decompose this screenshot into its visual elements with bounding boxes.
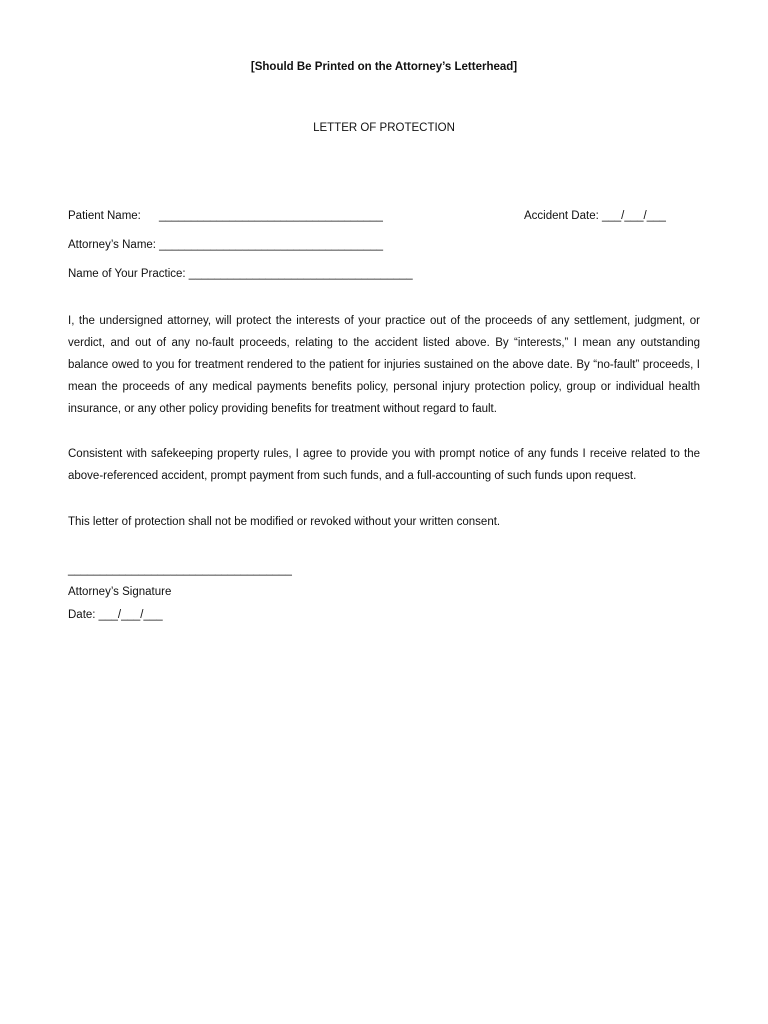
document-title: LETTER OF PROTECTION [313,122,455,134]
patient-name-blank: ___________________________________ [159,210,383,222]
patient-name-label: Patient Name: [68,210,141,222]
accident-date-field: Accident Date: ___/___/___ [524,210,666,222]
signature-line: ___________________________________ [68,564,292,576]
body-paragraph-3: This letter of protection shall not be modified or revoked without your written consent. [68,516,501,528]
body-paragraph-2: Consistent with safekeeping property rules, I agree to provide you with prompt notice of any funds I receive related to the above-referenced accident, prompt payment from such funds, and a full-accounting of such funds upon request. [68,448,700,482]
practice-name-field: Name of Your Practice: ___________________________________ [68,268,413,280]
letterhead-note: [Should Be Printed on the Attorney’s Letterhead] [250,61,518,73]
attorney-name-field: Attorney’s Name: ___________________________________ [68,239,384,251]
body-paragraph-1: I, the undersigned attorney, will protect the interests of your practice out of the proceeds of any settlement, judgment, or verdict, and out of any no-fault proceeds, relating to the accident listed above. By “interests,” I mean any outstanding balance owed to you for treatment rendered to the patient for injuries sustained on the above date. By “no-fault” proceeds, I mean the proceeds of any medical payments benefits policy, personal injury protection policy, group or individual health insurance, or any other policy providing benefits for treatment without regard to fault. [68,315,700,415]
signature-label: Attorney’s Signature [68,586,172,598]
signature-date-field: Date: ___/___/___ [68,609,163,621]
